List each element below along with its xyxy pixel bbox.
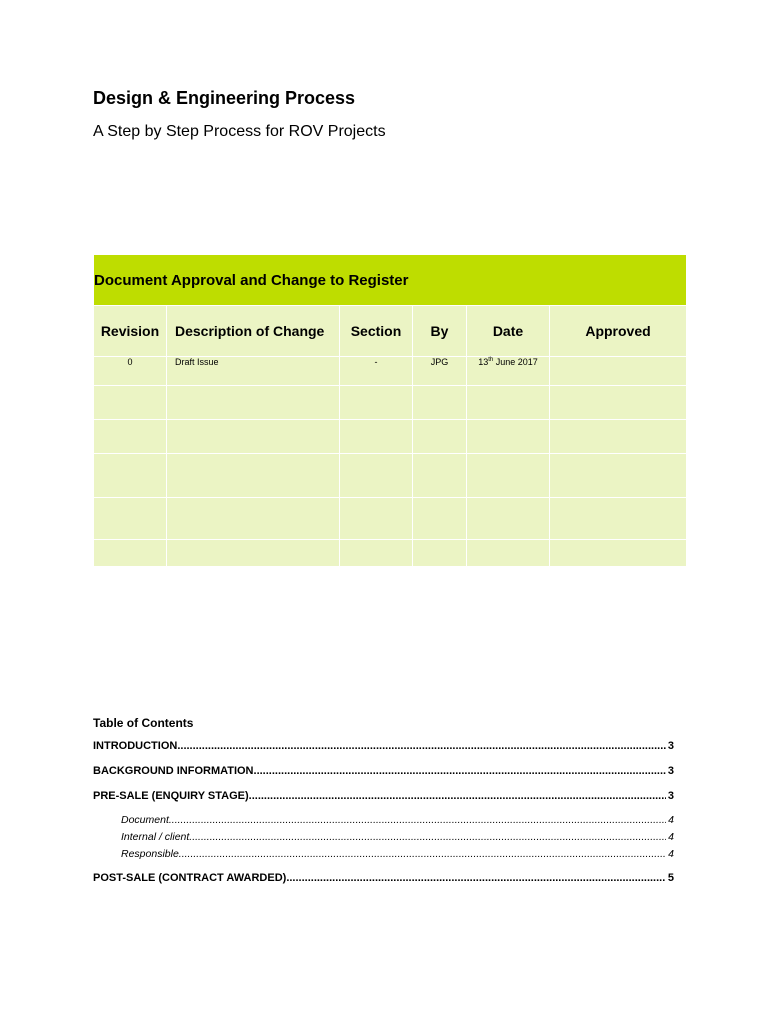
- document-subtitle: A Step by Step Process for ROV Projects: [93, 123, 386, 140]
- table-row: [94, 357, 687, 386]
- toc-entry-introduction[interactable]: INTRODUCTION ..... 3: [93, 740, 674, 752]
- table-row: [94, 540, 687, 567]
- cell-date: 13th June 2017: [467, 357, 550, 386]
- table-row: [94, 454, 687, 498]
- toc-entry-responsible[interactable]: Responsible ..... 4: [121, 848, 674, 860]
- column-header-by: By: [413, 306, 467, 357]
- cell-by: JPG: [413, 357, 467, 386]
- cell-section: -: [340, 357, 413, 386]
- toc-entry-pre-sale[interactable]: PRE-SALE (ENQUIRY STAGE) ..... 3: [93, 790, 674, 802]
- toc-entry-post-sale[interactable]: POST-SALE (CONTRACT AWARDED) ..... 5: [93, 872, 674, 884]
- column-header-approved: Approved: [550, 306, 687, 357]
- column-header-section: Section: [340, 306, 413, 357]
- cell-revision: 0: [94, 357, 167, 386]
- approval-register-table: [93, 254, 687, 567]
- table-row: [94, 420, 687, 454]
- register-header: Document Approval and Change to Register: [94, 255, 687, 306]
- toc-entry-document[interactable]: Document ..... 4: [121, 814, 674, 826]
- column-header-date: Date: [467, 306, 550, 357]
- document-title: Design & Engineering Process: [93, 88, 356, 108]
- toc-title: Table of Contents: [93, 716, 194, 730]
- column-header-revision: Revision: [94, 306, 167, 357]
- toc-entry-internal-client[interactable]: Internal / client ..... 4: [121, 831, 674, 843]
- table-row: [94, 386, 687, 420]
- cell-approved: [550, 357, 687, 386]
- toc-entry-background-information[interactable]: BACKGROUND INFORMATION ..... 3: [93, 765, 674, 777]
- table-row: [94, 498, 687, 540]
- column-header-description: Description of Change: [167, 306, 340, 357]
- cell-description: Draft Issue: [167, 357, 340, 386]
